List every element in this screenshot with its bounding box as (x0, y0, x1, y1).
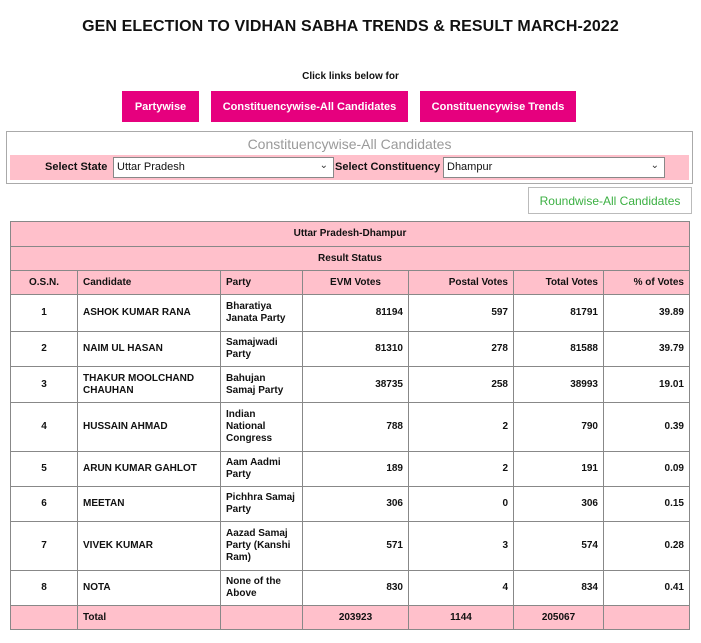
selection-bar (10, 155, 689, 180)
table-row (11, 452, 690, 487)
party-cell: Bahujan Samaj Party (221, 367, 303, 403)
percent-votes-cell: 19.01 (604, 367, 690, 403)
percent-votes-cell: 0.39 (604, 403, 690, 452)
column-header: Party (221, 271, 303, 295)
partywise-button[interactable]: Partywise (122, 91, 199, 122)
evm-votes-cell: 189 (303, 452, 409, 487)
party-cell: Pichhra Samaj Party (221, 487, 303, 522)
table-row (11, 367, 690, 403)
total-votes-cell: 306 (514, 487, 604, 522)
table-row (11, 403, 690, 452)
state-label: Select State (45, 161, 108, 173)
panel-title: Constituencywise-All Candidates (247, 136, 452, 152)
column-header: Postal Votes (409, 271, 514, 295)
column-header: EVM Votes (303, 271, 409, 295)
total-votes-cell: 81588 (514, 332, 604, 367)
party-cell: Bharatiya Janata Party (221, 295, 303, 332)
postal-votes-cell: 597 (409, 295, 514, 332)
postal-votes-cell: 278 (409, 332, 514, 367)
osn-cell: 2 (11, 332, 78, 367)
party-cell: None of the Above (221, 571, 303, 606)
percent-votes-cell: 39.79 (604, 332, 690, 367)
osn-cell: 7 (11, 522, 78, 571)
candidate-cell: NAIM UL HASAN (78, 332, 221, 367)
table-row (11, 571, 690, 606)
evm-votes-cell: 81194 (303, 295, 409, 332)
column-header: O.S.N. (11, 271, 78, 295)
osn-cell: 3 (11, 367, 78, 403)
total-votes-cell: 790 (514, 403, 604, 452)
total-votes-cell: 574 (514, 522, 604, 571)
percent-votes-cell: 0.41 (604, 571, 690, 606)
table-subheading: Result Status (11, 247, 690, 271)
table-row (11, 487, 690, 522)
total-votes-cell: 191 (514, 452, 604, 487)
total-postal-votes: 1144 (409, 606, 514, 630)
constituencywise-trends-button[interactable]: Constituencywise Trends (420, 91, 576, 122)
total-votes-cell: 38993 (514, 367, 604, 403)
candidate-cell: VIVEK KUMAR (78, 522, 221, 571)
total-evm-votes: 203923 (303, 606, 409, 630)
percent-votes-cell: 39.89 (604, 295, 690, 332)
postal-votes-cell: 2 (409, 403, 514, 452)
candidate-cell: THAKUR MOOLCHAND CHAUHAN (78, 367, 221, 403)
osn-cell: 1 (11, 295, 78, 332)
chevron-down-icon: ⌄ (319, 160, 328, 171)
constituency-label: Select Constituency (335, 161, 441, 173)
table-row (11, 522, 690, 571)
table-row (11, 295, 690, 332)
state-select-value: Uttar Pradesh (117, 161, 185, 173)
evm-votes-cell: 571 (303, 522, 409, 571)
constituencywise-all-candidates-button[interactable]: Constituencywise-All Candidates (211, 91, 408, 122)
table-heading-row (11, 222, 690, 247)
column-header: % of Votes (604, 271, 690, 295)
candidate-cell: ASHOK KUMAR RANA (78, 295, 221, 332)
constituency-select-value: Dhampur (447, 161, 493, 173)
page-title: GEN ELECTION TO VIDHAN SABHA TRENDS & RESULT MARCH-2022 (82, 18, 619, 35)
candidate-cell: MEETAN (78, 487, 221, 522)
osn-cell: 5 (11, 452, 78, 487)
evm-votes-cell: 830 (303, 571, 409, 606)
total-votes-cell: 834 (514, 571, 604, 606)
evm-votes-cell: 81310 (303, 332, 409, 367)
roundwise-all-candidates-button[interactable]: Roundwise-All Candidates (528, 187, 692, 214)
party-cell: Indian National Congress (221, 403, 303, 452)
party-cell: Aam Aadmi Party (221, 452, 303, 487)
total-label: Total (78, 606, 221, 630)
column-header: Candidate (78, 271, 221, 295)
candidate-cell: HUSSAIN AHMAD (78, 403, 221, 452)
evm-votes-cell: 788 (303, 403, 409, 452)
postal-votes-cell: 4 (409, 571, 514, 606)
evm-votes-cell: 38735 (303, 367, 409, 403)
total-empty-cell (221, 606, 303, 630)
links-caption: Click links below for (302, 71, 399, 82)
state-select[interactable] (113, 157, 334, 178)
column-header-row (11, 271, 690, 295)
total-votes-cell: 81791 (514, 295, 604, 332)
postal-votes-cell: 3 (409, 522, 514, 571)
percent-votes-cell: 0.09 (604, 452, 690, 487)
percent-votes-cell: 0.28 (604, 522, 690, 571)
osn-cell: 8 (11, 571, 78, 606)
osn-cell: 6 (11, 487, 78, 522)
total-row (11, 606, 690, 630)
total-empty-cell (604, 606, 690, 630)
table-subheading-row (11, 247, 690, 271)
constituency-select[interactable] (443, 157, 665, 178)
party-cell: Aazad Samaj Party (Kanshi Ram) (221, 522, 303, 571)
chevron-down-icon: ⌄ (650, 160, 659, 171)
table-row (11, 332, 690, 367)
column-header: Total Votes (514, 271, 604, 295)
party-cell: Samajwadi Party (221, 332, 303, 367)
candidate-cell: ARUN KUMAR GAHLOT (78, 452, 221, 487)
total-total-votes: 205067 (514, 606, 604, 630)
postal-votes-cell: 258 (409, 367, 514, 403)
results-table (10, 221, 690, 630)
candidate-cell: NOTA (78, 571, 221, 606)
osn-cell: 4 (11, 403, 78, 452)
postal-votes-cell: 0 (409, 487, 514, 522)
table-heading: Uttar Pradesh-Dhampur (11, 222, 690, 247)
selection-panel (6, 131, 693, 184)
total-empty-cell (11, 606, 78, 630)
postal-votes-cell: 2 (409, 452, 514, 487)
percent-votes-cell: 0.15 (604, 487, 690, 522)
evm-votes-cell: 306 (303, 487, 409, 522)
